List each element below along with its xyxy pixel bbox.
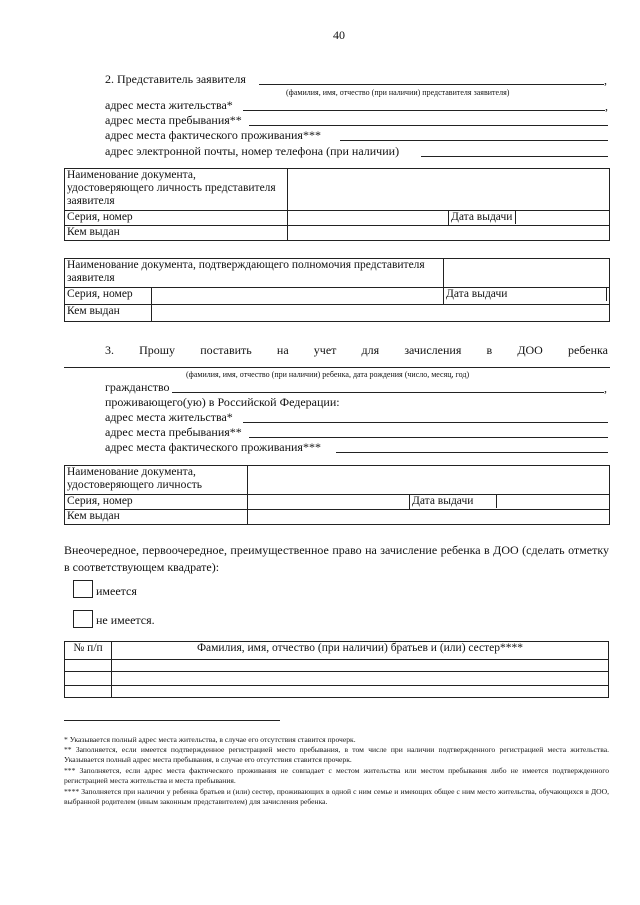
rep-id-series-label: Серия, номер bbox=[65, 211, 288, 226]
child-stay-field[interactable] bbox=[249, 437, 608, 438]
rep-id-series-field[interactable] bbox=[288, 211, 449, 226]
rep-stay-field[interactable] bbox=[249, 125, 608, 126]
sibling-num-cell[interactable] bbox=[65, 660, 112, 672]
child-actual-field[interactable] bbox=[336, 452, 608, 453]
sibling-name-cell[interactable] bbox=[112, 686, 609, 698]
authority-doc-field[interactable] bbox=[444, 259, 610, 288]
rep-id-date-cell[interactable] bbox=[449, 211, 610, 226]
rep-authority-table bbox=[64, 258, 610, 322]
rep-residence-field[interactable] bbox=[243, 110, 605, 111]
rep-id-doc-label: Наименование документа, удостоверяющего личность представителя заявителя bbox=[65, 169, 288, 211]
s3-word: Прошу bbox=[139, 343, 176, 357]
rep-id-issued-label: Кем выдан bbox=[65, 226, 288, 241]
s3-word: ребенка bbox=[567, 343, 608, 357]
child-id-date-label: Дата выдачи bbox=[412, 495, 497, 508]
option-yes-label: имеется bbox=[96, 584, 137, 598]
rep-id-issued-field[interactable] bbox=[288, 226, 610, 241]
child-stay-label: адрес места пребывания** bbox=[105, 425, 242, 439]
s3-word: учет bbox=[313, 343, 337, 357]
priority-text: Внеочередное, первоочередное, преимущественное право на зачисление ребенка в ДОО (сделать отметку в соответствующем квадрате): bbox=[64, 543, 609, 574]
authority-issued-field[interactable] bbox=[152, 305, 610, 322]
child-name-field[interactable] bbox=[64, 367, 610, 368]
rep-stay-label: адрес места пребывания** bbox=[105, 113, 242, 127]
checkbox-no-right[interactable] bbox=[73, 610, 93, 628]
comma: , bbox=[605, 99, 608, 113]
section3-heading bbox=[105, 343, 608, 358]
rep-actual-label: адрес места фактического проживания*** bbox=[105, 128, 321, 142]
sibling-name-cell[interactable] bbox=[112, 672, 609, 686]
option-no-label: не имеется. bbox=[96, 613, 155, 627]
footnote-2: ** Заполняется, если имеется подтвержденное регистрацией место пребывания, в том числе при наличии подтвержденного регистрацией места жительства. Указывается полный адрес места пребывания, в случае его отсутствия ставится прочерк. bbox=[64, 745, 609, 764]
comma: , bbox=[604, 73, 607, 87]
authority-series-label: Серия, номер bbox=[65, 288, 152, 305]
s3-word: ДОО bbox=[517, 343, 543, 357]
authority-issued-label: Кем выдан bbox=[65, 305, 152, 322]
col-num-header: № п/п bbox=[65, 642, 112, 660]
child-id-doc-label: Наименование документа, удостоверяющего личность bbox=[65, 466, 248, 495]
col-name-header: Фамилия, имя, отчество (при наличии) братьев и (или) сестер**** bbox=[112, 642, 609, 660]
siblings-table bbox=[64, 641, 609, 698]
footnote-separator bbox=[64, 720, 280, 721]
footnote-1: * Указывается полный адрес места жительства, в случае его отсутствия ставится прочерк. bbox=[64, 735, 356, 744]
child-id-series-field[interactable] bbox=[248, 495, 410, 510]
representative-name-field[interactable] bbox=[259, 84, 604, 85]
section2-title: 2. Представитель заявителя bbox=[105, 72, 246, 86]
sibling-num-cell[interactable] bbox=[65, 672, 112, 686]
rep-id-date-label: Дата выдачи bbox=[451, 211, 516, 224]
authority-series-field[interactable] bbox=[152, 288, 444, 305]
authority-date-cell[interactable] bbox=[444, 288, 610, 305]
footnote-3: *** Заполняется, если адрес места фактического проживания не совпадает с местом жительства или местом пребывания либо не имеется подтвержденного регистрацией места жительства и места пребывания. bbox=[64, 766, 609, 785]
child-id-issued-field[interactable] bbox=[248, 510, 610, 525]
child-id-doc-field[interactable] bbox=[248, 466, 610, 495]
rep-contact-label: адрес электронной почты, номер телефона (при наличии) bbox=[105, 144, 400, 158]
s3-word: для bbox=[361, 343, 380, 357]
child-actual-label: адрес места фактического проживания*** bbox=[105, 440, 321, 454]
child-name-caption: (фамилия, имя, отчество (при наличии) ребенка, дата рождения (число, месяц, год) bbox=[186, 370, 470, 379]
child-id-table bbox=[64, 465, 610, 525]
citizenship-label: гражданство bbox=[105, 380, 170, 394]
page-number: 40 bbox=[333, 28, 345, 42]
child-residence-label: адрес места жительства* bbox=[105, 410, 233, 424]
child-id-date-cell[interactable] bbox=[410, 495, 610, 510]
footnote-4: **** Заполняется при наличии у ребенка братьев и (или) сестер, проживающих в одной с ним семье и имеющих общее с ним место жительства, обучающихся в ДОО, выбранной родителем (иным законным представителем) для зачисления ребенка. bbox=[64, 787, 609, 806]
s3-word: поставить bbox=[200, 343, 252, 357]
residing-label: проживающего(ую) в Российской Федерации: bbox=[105, 395, 340, 409]
rep-id-doc-field[interactable] bbox=[288, 169, 610, 211]
child-id-issued-label: Кем выдан bbox=[65, 510, 248, 525]
child-id-series-label: Серия, номер bbox=[65, 495, 248, 510]
comma: , bbox=[604, 381, 607, 395]
rep-id-table bbox=[64, 168, 610, 241]
sibling-name-cell[interactable] bbox=[112, 660, 609, 672]
representative-name-caption: (фамилия, имя, отчество (при наличии) представителя заявителя) bbox=[286, 88, 510, 97]
authority-doc-label: Наименование документа, подтверждающего полномочия представителя заявителя bbox=[65, 259, 444, 288]
checkbox-has-right[interactable] bbox=[73, 580, 93, 598]
authority-date-label: Дата выдачи bbox=[446, 288, 607, 301]
rep-residence-label: адрес места жительства* bbox=[105, 98, 233, 112]
citizenship-field[interactable] bbox=[172, 392, 604, 393]
s3-word: зачисления bbox=[404, 343, 462, 357]
s3-word: на bbox=[276, 343, 289, 357]
rep-contact-field[interactable] bbox=[421, 156, 608, 157]
child-residence-field[interactable] bbox=[243, 422, 608, 423]
sibling-num-cell[interactable] bbox=[65, 686, 112, 698]
s3-word: 3. bbox=[105, 343, 114, 357]
rep-actual-field[interactable] bbox=[340, 140, 608, 141]
s3-word: в bbox=[486, 343, 493, 357]
